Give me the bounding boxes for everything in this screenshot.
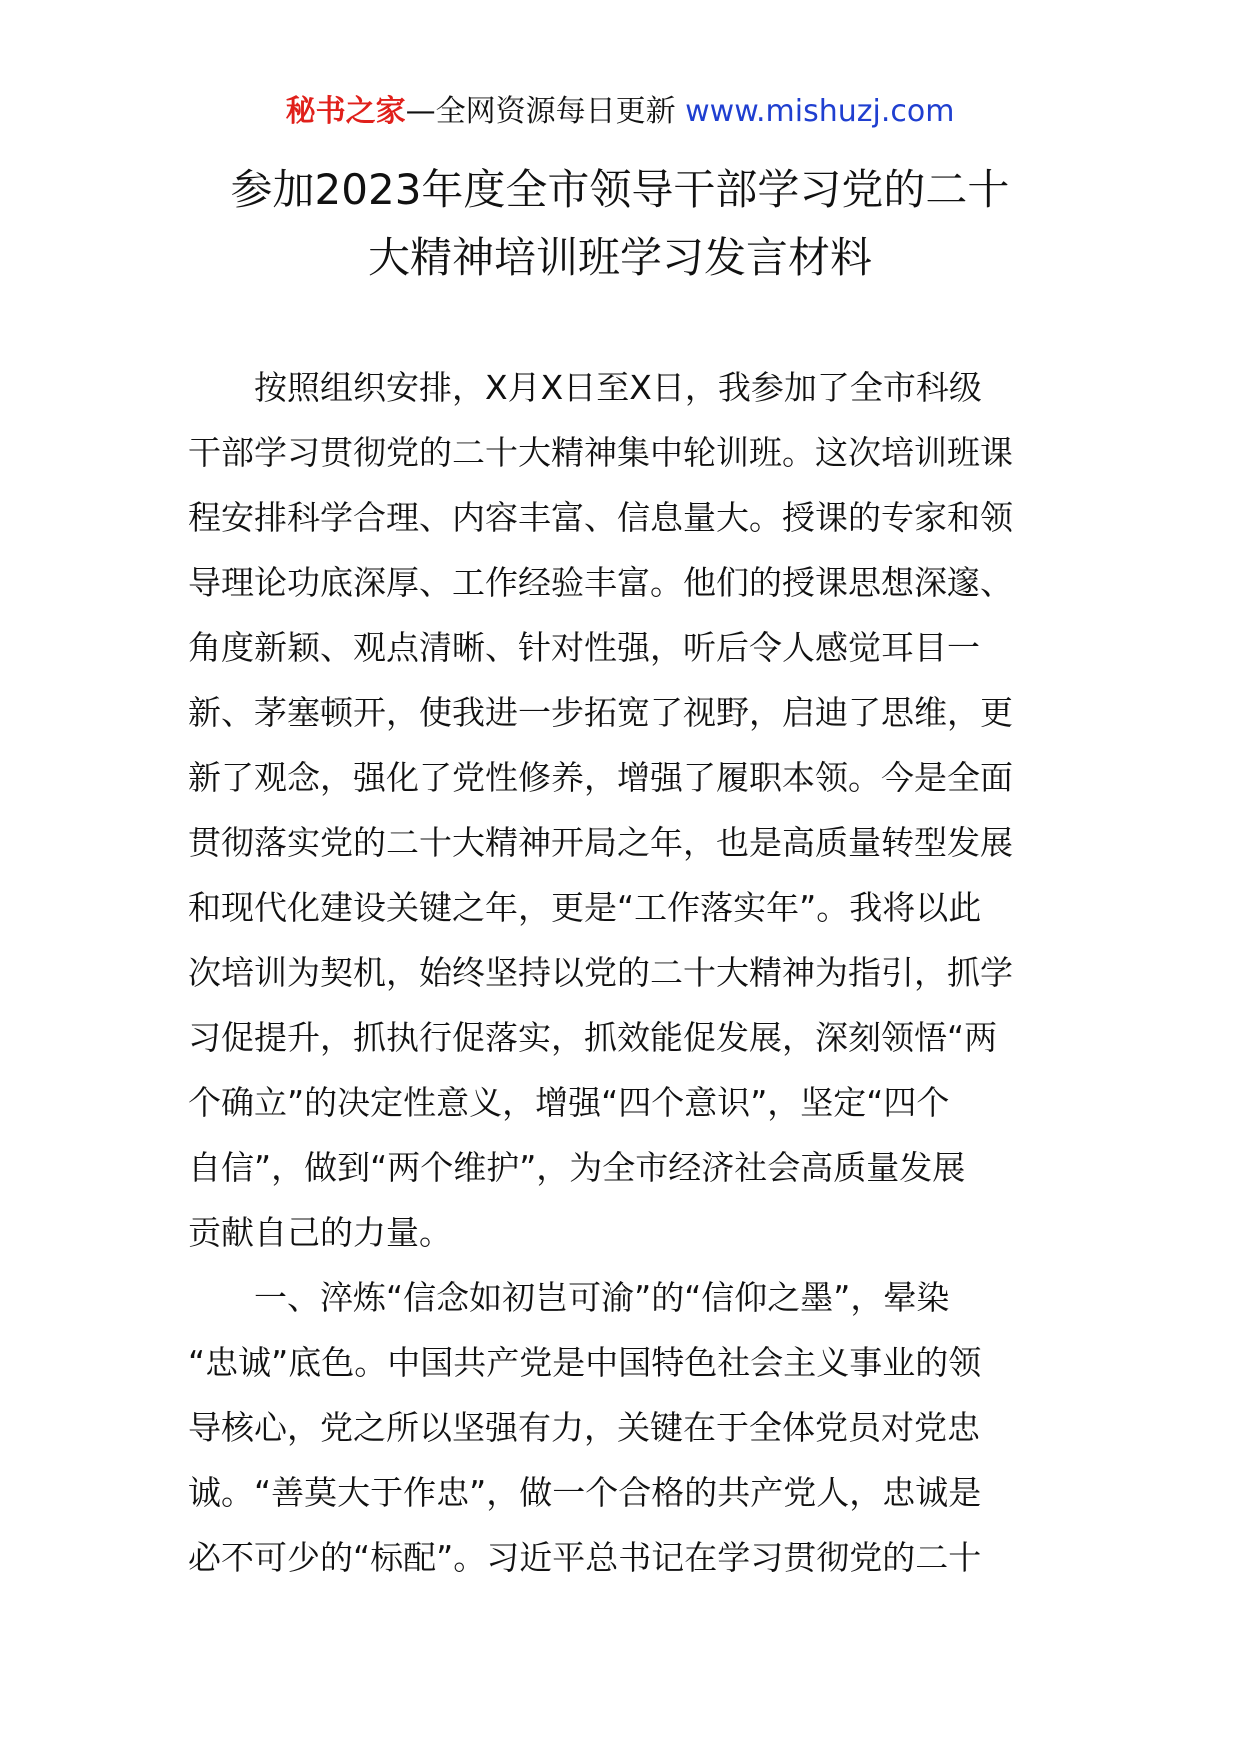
body-line: 导核心，党之所以坚强有力，关键在于全体党员对党忠 bbox=[188, 1408, 980, 1447]
brand-name: 秘书之家 bbox=[285, 94, 406, 129]
body-line: 习促提升，抓执行促落实，抓效能促发展，深刻领悟“两 bbox=[188, 1018, 998, 1057]
section-heading-line: 一、淬炼“信念如初岂可渝”的“信仰之墨”，晕染 bbox=[254, 1278, 950, 1317]
body-line: 干部学习贯彻党的二十大精神集中轮训班。这次培训班课 bbox=[188, 433, 1013, 472]
body-line: 角度新颖、观点清晰、针对性强，听后令人感觉耳目一 bbox=[188, 628, 980, 667]
body-line: 导理论功底深厚、工作经验丰富。他们的授课思想深邃、 bbox=[188, 563, 1013, 602]
title-line-2: 大精神培训班学习发言材料 bbox=[367, 233, 872, 282]
document-body bbox=[188, 355, 1058, 1590]
body-line: 诚。“善莫大于作忠”，做一个合格的共产党人，忠诚是 bbox=[188, 1473, 982, 1512]
document-title bbox=[0, 156, 1240, 292]
body-line: 按照组织安排，X月X日至X日，我参加了全市科级 bbox=[254, 368, 982, 407]
body-line: 自信”，做到“两个维护”，为全市经济社会高质量发展 bbox=[188, 1148, 966, 1187]
body-line: 次培训为契机，始终坚持以党的二十大精神为指引，抓学 bbox=[188, 953, 1013, 992]
body-line: 个确立”的决定性意义，增强“四个意识”，坚定“四个 bbox=[188, 1083, 950, 1122]
header-tagline: —全网资源每日更新 bbox=[405, 94, 676, 129]
body-line: 新了观念，强化了党性修养，增强了履职本领。今是全面 bbox=[188, 758, 1013, 797]
body-line: 贯彻落实党的二十大精神开局之年，也是高质量转型发展 bbox=[188, 823, 1013, 862]
title-line-1: 参加2023年度全市领导干部学习党的二十 bbox=[230, 165, 1010, 214]
body-line: “忠诚”底色。中国共产党是中国特色社会主义事业的领 bbox=[188, 1343, 982, 1382]
body-line: 和现代化建设关键之年，更是“工作落实年”。我将以此 bbox=[188, 888, 982, 927]
site-url-link[interactable]: www.mishuzj.com bbox=[685, 94, 955, 129]
body-line: 贡献自己的力量。 bbox=[188, 1213, 452, 1252]
site-header bbox=[0, 92, 1240, 132]
body-line: 程安排科学合理、内容丰富、信息量大。授课的专家和领 bbox=[188, 498, 1013, 537]
body-line: 新、茅塞顿开，使我进一步拓宽了视野，启迪了思维，更 bbox=[188, 693, 1013, 732]
body-line: 必不可少的“标配”。习近平总书记在学习贯彻党的二十 bbox=[188, 1538, 982, 1577]
